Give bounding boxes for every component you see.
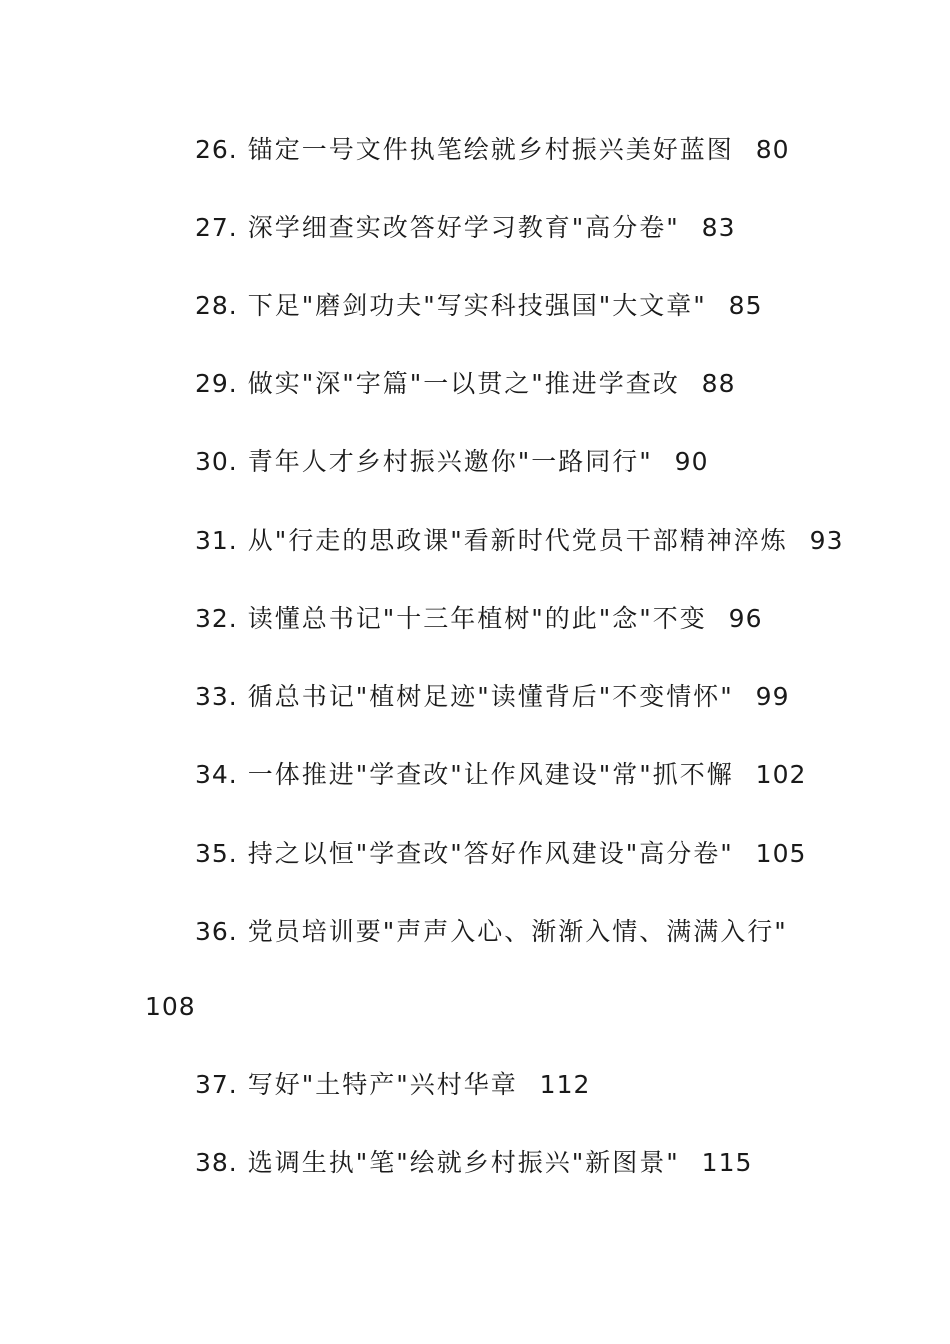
toc-entry-page: 93 [809,526,844,555]
toc-entry-page: 90 [674,447,709,476]
toc-entry-title: 下足"磨剑功夫"写实科技强国"大文章" [247,291,707,320]
toc-entry-page: 99 [755,682,790,711]
toc-entry-title: 锚定一号文件执笔绘就乡村振兴美好蓝图 [247,135,734,164]
toc-entry-title: 写好"土特产"兴村华章 [247,1070,518,1099]
toc-entry-number: 30. [195,447,238,476]
toc-entry-number: 36. [195,917,238,946]
toc-entry-27 [195,213,735,243]
toc-entry-title: 党员培训要"声声入心、渐渐入情、满满入行" [247,917,788,946]
toc-entry-35 [195,839,806,869]
toc-entry-29 [195,369,735,399]
toc-entry-38 [195,1148,752,1178]
toc-entry-30 [195,447,708,477]
toc-entry-number: 34. [195,760,238,789]
toc-entry-number: 35. [195,839,238,868]
toc-entry-title: 持之以恒"学查改"答好作风建设"高分卷" [247,839,734,868]
toc-entry-title: 从"行走的思政课"看新时代党员干部精神淬炼 [247,526,788,555]
toc-entry-title: 选调生执"笔"绘就乡村振兴"新图景" [247,1148,680,1177]
toc-entry-page: 83 [701,213,736,242]
toc-entry-number: 27. [195,213,238,242]
toc-entry-page: 102 [755,760,807,789]
toc-entry-number: 31. [195,526,238,555]
toc-entry-number: 38. [195,1148,238,1177]
toc-entry-page: 85 [728,291,763,320]
toc-entry-page: 96 [728,604,763,633]
toc-entry-title: 读懂总书记"十三年植树"的此"念"不变 [247,604,707,633]
toc-entry-28 [195,291,762,321]
toc-entry-number: 26. [195,135,238,164]
toc-entry-number: 32. [195,604,238,633]
toc-entry-32 [195,604,762,634]
toc-entry-33 [195,682,789,712]
toc-entry-34 [195,760,806,790]
toc-entry-page: 105 [755,839,807,868]
toc-entry-page: 88 [701,369,736,398]
toc-entry-31 [195,526,843,556]
toc-entry-title: 青年人才乡村振兴邀你"一路同行" [247,447,653,476]
toc-entry-title: 深学细查实改答好学习教育"高分卷" [247,213,680,242]
toc-entry-number: 37. [195,1070,238,1099]
toc-entry-page: 108 [145,992,196,1021]
toc-entry-37 [195,1070,590,1100]
toc-entry-number: 29. [195,369,238,398]
toc-entry-number: 28. [195,291,238,320]
toc-entry-title: 一体推进"学查改"让作风建设"常"抓不懈 [247,760,734,789]
toc-entry-page: 80 [755,135,790,164]
toc-entry-36-page [145,992,196,1022]
toc-entry-page: 115 [701,1148,753,1177]
toc-entry-26 [195,135,790,165]
toc-entry-number: 33. [195,682,238,711]
toc-entry-page: 112 [539,1070,591,1099]
toc-entry-title: 做实"深"字篇"一以贯之"推进学查改 [247,369,680,398]
toc-entry-title: 循总书记"植树足迹"读懂背后"不变情怀" [247,682,734,711]
toc-entry-36 [195,917,788,947]
